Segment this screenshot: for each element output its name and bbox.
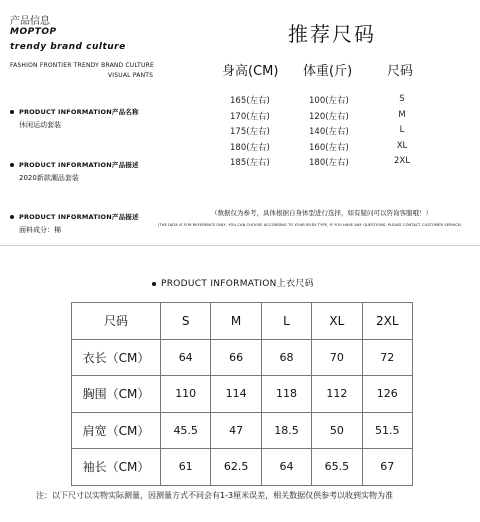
weight-column	[309, 94, 349, 172]
weight-header: 体重(斤)	[303, 64, 353, 79]
fabric-heading: PRODUCT INFORMATION产品描述	[19, 213, 139, 221]
table-row	[72, 376, 413, 413]
table-header-cell: XL	[312, 303, 362, 340]
table-header-cell: L	[261, 303, 311, 340]
fabric-item	[10, 212, 139, 235]
table-cell: 118	[261, 376, 311, 413]
table-cell: 68	[261, 339, 311, 376]
table-header-cell: 尺码	[72, 303, 161, 340]
table-cell: 65.5	[312, 449, 362, 486]
table-cell: 72	[362, 339, 412, 376]
height-value: 175(左右)	[230, 127, 270, 137]
product-name-item	[10, 107, 139, 130]
weight-value: 120(左右)	[309, 111, 349, 122]
product-desc-value: 2020新款潮品套装	[19, 174, 79, 182]
weight-value: 180(左右)	[309, 158, 349, 168]
table-cell: 62.5	[211, 449, 261, 486]
table-row-label: 肩宽（CM）	[72, 412, 161, 449]
table-cell: 18.5	[261, 412, 311, 449]
size-value: S	[399, 94, 405, 104]
table-header-row	[72, 303, 413, 340]
brand-name: MOPTOP	[10, 27, 57, 37]
weight-value: 100(左右)	[309, 96, 349, 106]
product-info-title: 产品信息	[10, 16, 50, 27]
table-cell: 66	[211, 339, 261, 376]
table-cell: 64	[161, 339, 211, 376]
weight-value: 140(左右)	[309, 127, 349, 137]
height-value: 165(左右)	[230, 96, 270, 106]
table-row	[72, 412, 413, 449]
table-row-label: 袖长（CM）	[72, 449, 161, 486]
table-row-label: 衣长（CM）	[72, 339, 161, 376]
table-cell: 70	[312, 339, 362, 376]
height-header: 身高(CM)	[222, 64, 279, 79]
product-name-heading: PRODUCT INFORMATION产品名称	[19, 108, 139, 116]
measurement-footnote: 注：以下尺寸以实物实际测量，因测量方式不同会有1-3厘米误差，相关数据仅供参考以收到实物为准	[36, 491, 394, 500]
size-recommendation-title: 推荐尺码	[288, 22, 376, 46]
size-value: 2XL	[394, 156, 410, 166]
reference-note-en: (THE DATA IS FOR REFERENCE ONLY, YOU CAN CHOOSE ACCORDING TO YOUR BODY TYPE, IF YOU HAVE ANY QUESTIONS, PLEASE CONTACT CUSTOMER SERVICE)	[158, 223, 462, 227]
bullet-icon	[10, 215, 14, 219]
table-row	[72, 449, 413, 486]
size-header: 尺码	[387, 64, 414, 79]
bullet-icon	[10, 110, 14, 114]
height-value: 180(左右)	[230, 142, 270, 153]
brand-tagline: trendy brand culture	[10, 42, 126, 52]
table-cell: 64	[261, 449, 311, 486]
table-row-label: 胸围（CM）	[72, 376, 161, 413]
size-table	[71, 302, 413, 486]
table-cell: 47	[211, 412, 261, 449]
table-header-cell: 2XL	[362, 303, 412, 340]
section-divider	[0, 245, 480, 246]
height-value: 170(左右)	[230, 111, 270, 122]
product-desc-heading: PRODUCT INFORMATION产品描述	[19, 161, 139, 169]
weight-value: 160(左右)	[309, 142, 349, 153]
table-cell: 126	[362, 376, 412, 413]
table-header-cell: M	[211, 303, 261, 340]
reference-note-cn: （数据仅为参考，具体根据自身体型进行选择，如有疑问可以咨询客服哦！）	[211, 209, 432, 217]
size-value: XL	[396, 140, 408, 151]
size-value: M	[398, 109, 406, 120]
product-name-value: 休闲运动套装	[19, 121, 61, 129]
fashion-line-2: VISUAL PANTS	[108, 72, 154, 79]
height-value: 185(左右)	[230, 158, 270, 168]
table-cell: 61	[161, 449, 211, 486]
table-cell: 67	[362, 449, 412, 486]
height-column	[230, 94, 270, 172]
size-table-title: PRODUCT INFORMATION上衣尺码	[152, 276, 314, 289]
fashion-line-1: FASHION FRONTIER TRENDY BRAND CULTURE	[10, 62, 154, 69]
table-row	[72, 339, 413, 376]
table-header-cell: S	[161, 303, 211, 340]
size-value: L	[399, 125, 405, 135]
bullet-icon	[10, 163, 14, 167]
table-cell: 45.5	[161, 412, 211, 449]
table-cell: 51.5	[362, 412, 412, 449]
bullet-icon	[152, 282, 156, 286]
table-cell: 112	[312, 376, 362, 413]
table-cell: 50	[312, 412, 362, 449]
size-column	[384, 94, 420, 172]
table-cell: 110	[161, 376, 211, 413]
fabric-value: 面料成分：棉	[19, 226, 61, 234]
product-desc-item	[10, 160, 139, 183]
table-cell: 114	[211, 376, 261, 413]
